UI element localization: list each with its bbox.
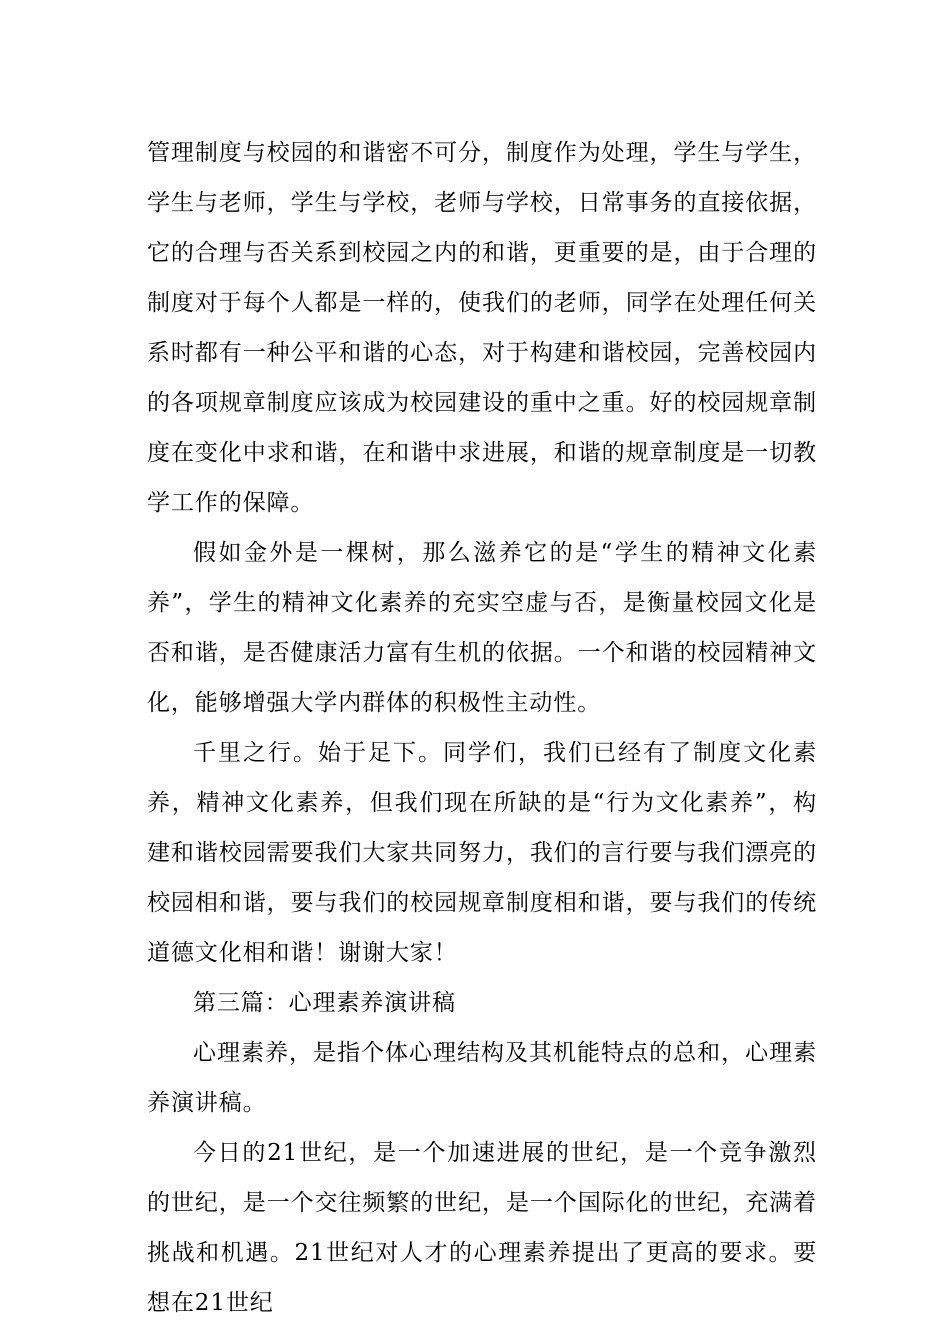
paragraph-spiritual-culture: 假如金外是一棵树，那么滋养它的是“学生的精神文化素养”，学生的精神文化素养的充实空虚与否，是衡量校园文化是否和谐，是否健康活力富有生机的依据。一个和谐的校园精神文化，能够增强大学内群体的积极性主动性。 (147, 540, 817, 716)
section-heading: 第三篇：心理素养演讲稿 (193, 990, 456, 1016)
paragraph-behavior-culture: 千里之行。始于足下。同学们，我们已经有了制度文化素养，精神文化素养，但我们现在所缺的是“行为文化素养”，构建和谐校园需要我们大家共同努力，我们的言行要与我们漂亮的校园相和谐，要与我们的校园规章制度相和谐，要与我们的传统道德文化相和谐！谢谢大家！ (147, 740, 817, 966)
paragraph-psychological-definition: 心理素养，是指个体心理结构及其机能特点的总和，心理素养演讲稿。 (147, 1040, 817, 1116)
paragraph-management-system: 管理制度与校园的和谐密不可分，制度作为处理，学生与学生，学生与老师，学生与学校，老师与学校，日常事务的直接依据，它的合理与否关系到校园之内的和谐，更重要的是，由于合理的制度对于每个人都是一样的，使我们的老师，同学在处理任何关系时都有一种公平和谐的心态，对于构建和谐校园，完善校园内的各项规章制度应该成为校园建设的重中之重。好的校园规章制度在变化中求和谐，在和谐中求进展，和谐的规章制度是一切教学工作的保障。 (147, 140, 817, 516)
paragraph-21st-century: 今日的21世纪，是一个加速进展的世纪，是一个竞争激烈的世纪，是一个交往频繁的世纪，是一个国际化的世纪，充满着挑战和机遇。21世纪对人才的心理素养提出了更高的要求。要想在21世纪 (147, 1140, 817, 1316)
document-body (147, 128, 817, 1328)
